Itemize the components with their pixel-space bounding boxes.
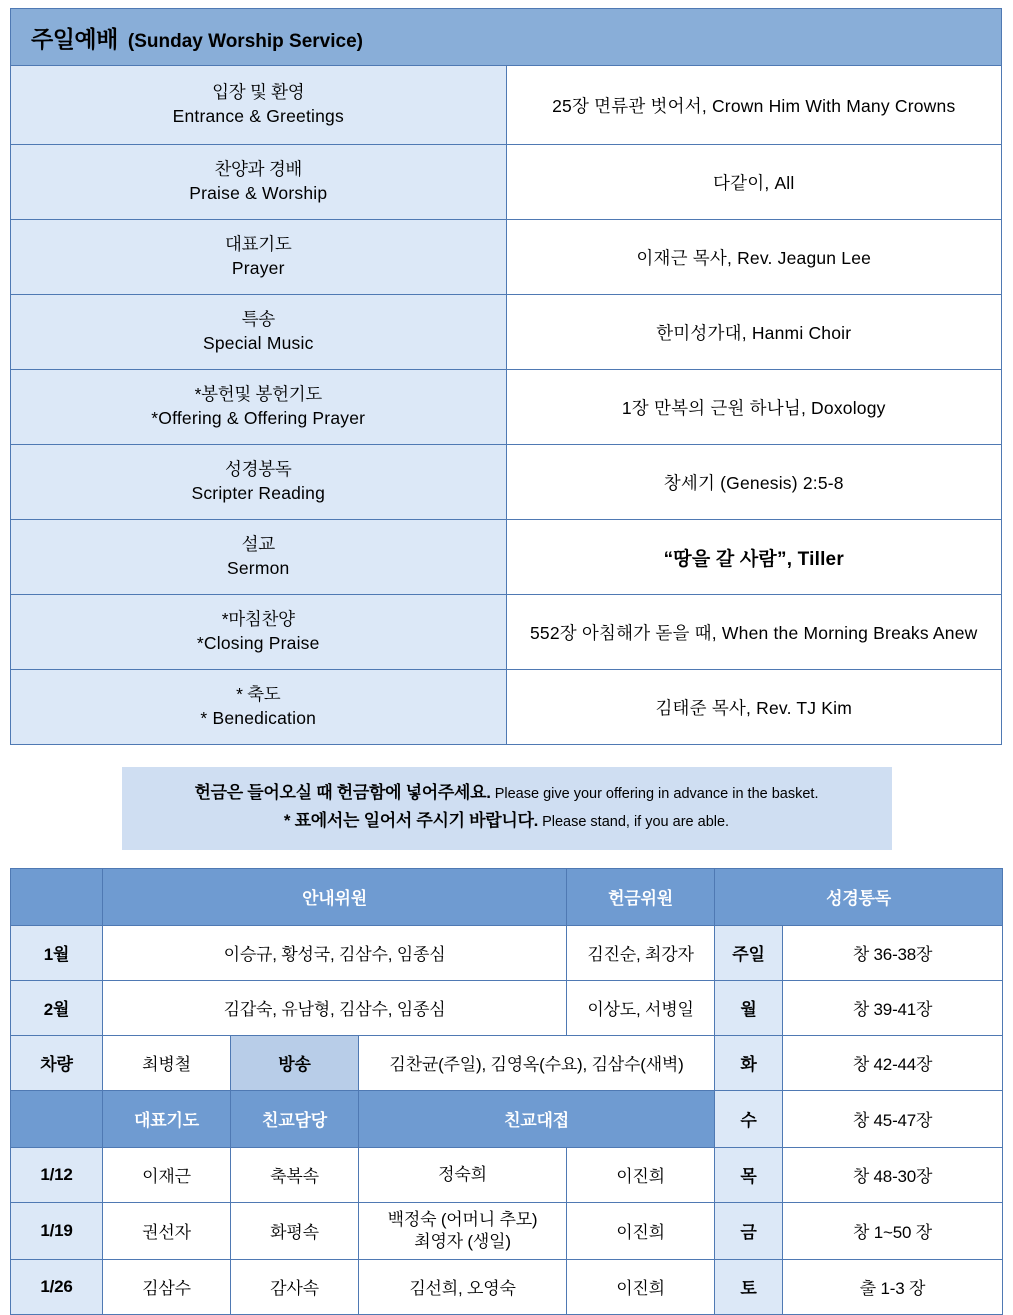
worship-item-cell bbox=[11, 66, 507, 145]
worship-order-table bbox=[10, 8, 1002, 745]
worship-item-ko: 입장 및 환영 bbox=[212, 82, 305, 103]
roster-interpreting-name: 이진희 bbox=[567, 1202, 715, 1259]
roster-fellowship-serve-name: 백정숙 (어머니 추모) 최영자 (생일) bbox=[359, 1202, 567, 1259]
roster-day-label: 수 bbox=[715, 1090, 783, 1147]
roster-day-label: 금 bbox=[715, 1202, 783, 1259]
notice-line-2 bbox=[128, 809, 886, 833]
roster-prayer-name: 이재근 bbox=[103, 1147, 231, 1202]
worship-title-en: (Sunday Worship Service) bbox=[127, 30, 363, 52]
worship-item-cell bbox=[11, 445, 507, 520]
roster-date-label: 1/19 bbox=[11, 1202, 103, 1259]
roster-schedule-row bbox=[11, 1147, 1003, 1202]
roster-bible-range: 창 1~50 장 bbox=[783, 1202, 1003, 1259]
roster-subheader-fellowship-lead: 친교담당 bbox=[231, 1090, 359, 1147]
roster-vehicle-name: 최병철 bbox=[103, 1035, 231, 1090]
roster-schedule-row bbox=[11, 1202, 1003, 1259]
worship-item-cell bbox=[11, 145, 507, 220]
worship-item-ko: 특송 bbox=[241, 309, 275, 330]
roster-row-month-2 bbox=[11, 980, 1003, 1035]
roster-day-label: 월 bbox=[715, 980, 783, 1035]
roster-fellowship-lead-name: 감사속 bbox=[231, 1259, 359, 1314]
worship-row bbox=[11, 670, 1002, 745]
duty-roster-table bbox=[10, 868, 1003, 1315]
roster-row-vehicle bbox=[11, 1035, 1003, 1090]
worship-item-ko: 대표기도 bbox=[225, 234, 292, 255]
roster-bible-range: 창 39-41장 bbox=[783, 980, 1003, 1035]
roster-day-label: 주일 bbox=[715, 925, 783, 980]
notice-line-1-en: Please give your offering in advance in the basket. bbox=[494, 786, 819, 802]
roster-header-guide: 안내위원 bbox=[103, 868, 567, 925]
roster-interpreting-name: 이진희 bbox=[567, 1147, 715, 1202]
offering-notice-box bbox=[122, 767, 892, 850]
roster-fellowship-lead-name: 축복속 bbox=[231, 1147, 359, 1202]
worship-detail-cell: 한미성가대, Hanmi Choir bbox=[506, 295, 1002, 370]
worship-row bbox=[11, 295, 1002, 370]
worship-item-ko: * 축도 bbox=[236, 684, 281, 705]
worship-item-en: Sermon bbox=[227, 558, 290, 578]
worship-item-en: *Offering & Offering Prayer bbox=[151, 408, 366, 428]
worship-item-cell bbox=[11, 595, 507, 670]
worship-item-ko: *봉헌및 봉헌기도 bbox=[194, 384, 322, 405]
roster-fellowship-serve-name: 정숙희 bbox=[359, 1147, 567, 1202]
worship-item-en: Scripter Reading bbox=[191, 483, 326, 503]
worship-item-ko: 설교 bbox=[241, 534, 275, 555]
roster-prayer-name: 권선자 bbox=[103, 1202, 231, 1259]
worship-item-cell bbox=[11, 670, 507, 745]
roster-prayer-name: 김삼수 bbox=[103, 1259, 231, 1314]
worship-row bbox=[11, 220, 1002, 295]
worship-row bbox=[11, 370, 1002, 445]
worship-row bbox=[11, 66, 1002, 145]
roster-bible-range: 창 36-38장 bbox=[783, 925, 1003, 980]
notice-line-1 bbox=[128, 781, 886, 805]
worship-item-ko: 성경봉독 bbox=[225, 459, 292, 480]
roster-schedule-row bbox=[11, 1259, 1003, 1314]
roster-row-month-1 bbox=[11, 925, 1003, 980]
roster-subheader-prayer: 대표기도 bbox=[103, 1090, 231, 1147]
worship-item-cell bbox=[11, 370, 507, 445]
roster-bible-range: 창 45-47장 bbox=[783, 1090, 1003, 1147]
roster-fellowship-lead-name: 화평속 bbox=[231, 1202, 359, 1259]
worship-detail-cell: 김태준 목사, Rev. TJ Kim bbox=[506, 670, 1002, 745]
worship-item-en: Prayer bbox=[231, 258, 285, 278]
roster-vehicle-label: 차량 bbox=[11, 1035, 103, 1090]
worship-title-ko: 주일예배 bbox=[31, 25, 118, 52]
worship-detail-cell: 창세기 (Genesis) 2:5-8 bbox=[506, 445, 1002, 520]
worship-detail-cell: 1장 만복의 근원 하나님, Doxology bbox=[506, 370, 1002, 445]
roster-subheader-fellowship-serve: 친교대접 bbox=[359, 1090, 715, 1147]
roster-month-label: 2월 bbox=[11, 980, 103, 1035]
worship-item-en: * Benedication bbox=[200, 708, 317, 728]
worship-item-en: *Closing Praise bbox=[196, 633, 320, 653]
roster-day-label: 목 bbox=[715, 1147, 783, 1202]
worship-row bbox=[11, 445, 1002, 520]
roster-offering-names: 이상도, 서병일 bbox=[567, 980, 715, 1035]
roster-bible-range: 출 1-3 장 bbox=[783, 1259, 1003, 1314]
roster-date-label: 1/26 bbox=[11, 1259, 103, 1314]
roster-header-row bbox=[11, 868, 1003, 925]
roster-day-label: 화 bbox=[715, 1035, 783, 1090]
worship-detail-cell: 다같이, All bbox=[506, 145, 1002, 220]
roster-date-label: 1/12 bbox=[11, 1147, 103, 1202]
roster-bible-range: 창 42-44장 bbox=[783, 1035, 1003, 1090]
roster-header-offering: 헌금위원 bbox=[567, 868, 715, 925]
roster-offering-names: 김진순, 최강자 bbox=[567, 925, 715, 980]
worship-item-en: Entrance & Greetings bbox=[172, 106, 344, 126]
worship-header-row bbox=[11, 9, 1002, 66]
roster-bible-range: 창 48-30장 bbox=[783, 1147, 1003, 1202]
worship-item-en: Special Music bbox=[202, 333, 314, 353]
roster-broadcast-label: 방송 bbox=[231, 1035, 359, 1090]
worship-item-en: Praise & Worship bbox=[189, 183, 328, 203]
notice-line-2-ko: * 표에서는 일어서 주시기 바랍니다. bbox=[283, 811, 539, 831]
worship-row bbox=[11, 145, 1002, 220]
roster-subheader-row bbox=[11, 1090, 1003, 1147]
notice-line-2-en: Please stand, if you are able. bbox=[542, 814, 730, 831]
worship-detail-cell: 이재근 목사, Rev. Jeagun Lee bbox=[506, 220, 1002, 295]
roster-fellowship-serve-name: 김선희, 오영숙 bbox=[359, 1259, 567, 1314]
worship-item-ko: 찬양과 경배 bbox=[214, 159, 303, 180]
worship-item-ko: *마침찬양 bbox=[221, 609, 295, 630]
worship-item-cell bbox=[11, 295, 507, 370]
roster-header-bible: 성경통독 bbox=[715, 868, 1003, 925]
roster-subheader-blank bbox=[11, 1090, 103, 1147]
worship-detail-cell: 25장 면류관 벗어서, Crown Him With Many Crowns bbox=[506, 66, 1002, 145]
roster-broadcast-value: 김찬균(주일), 김영옥(수요), 김삼수(새벽) bbox=[359, 1035, 715, 1090]
worship-detail-cell: “땅을 갈 사람”, Tiller bbox=[506, 520, 1002, 595]
roster-guide-names: 김갑숙, 유남형, 김삼수, 임종심 bbox=[103, 980, 567, 1035]
roster-guide-names: 이승규, 황성국, 김삼수, 임종심 bbox=[103, 925, 567, 980]
roster-header-blank bbox=[11, 868, 103, 925]
notice-line-1-ko: 헌금은 들어오실 때 헌금함에 넣어주세요. bbox=[194, 783, 491, 802]
roster-month-label: 1월 bbox=[11, 925, 103, 980]
worship-item-cell bbox=[11, 220, 507, 295]
roster-day-label: 토 bbox=[715, 1259, 783, 1314]
worship-header-cell bbox=[11, 9, 1002, 66]
worship-row bbox=[11, 520, 1002, 595]
worship-item-cell bbox=[11, 520, 507, 595]
worship-row bbox=[11, 595, 1002, 670]
roster-interpreting-name: 이진희 bbox=[567, 1259, 715, 1314]
worship-detail-cell: 552장 아침해가 돋을 때, When the Morning Breaks Anew bbox=[506, 595, 1002, 670]
